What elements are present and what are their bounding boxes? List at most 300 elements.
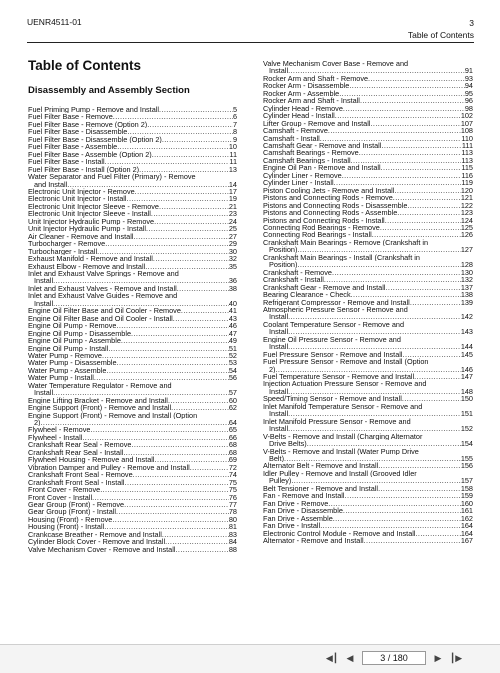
toc-entry[interactable] <box>28 151 237 158</box>
toc-entry-page: 116 <box>461 170 473 180</box>
toc-entry-page: 113 <box>461 148 473 158</box>
toc-entry-page: 64 <box>228 418 237 428</box>
toc-entry[interactable] <box>28 412 237 427</box>
toc-entry[interactable] <box>28 426 237 433</box>
dot-leader <box>53 277 229 284</box>
toc-entry-page: 102 <box>460 111 473 121</box>
toc-entry-continuation <box>263 246 473 253</box>
dot-leader <box>152 151 230 158</box>
toc-entry-title: Fuel Priming Pump - Remove and Install <box>28 106 159 114</box>
toc-entry-title-line2: 2) <box>269 365 276 374</box>
toc-entry[interactable] <box>263 149 473 156</box>
toc-entry-page: 150 <box>460 394 473 404</box>
toc-entry-title-line2: Install <box>269 410 289 418</box>
toc-entry[interactable] <box>28 352 237 359</box>
toc-entry[interactable] <box>28 106 237 113</box>
toc-entry-title: Turbocharger - Remove <box>28 240 106 248</box>
toc-entry[interactable] <box>263 291 473 298</box>
toc-entry[interactable] <box>28 315 237 322</box>
toc-entry-continuation <box>263 366 473 373</box>
toc-entry[interactable] <box>28 508 237 515</box>
toc-entry-title: Piston Cooling Jets - Remove and Install <box>263 186 395 195</box>
toc-entry[interactable] <box>263 187 473 194</box>
toc-entry[interactable] <box>263 135 473 142</box>
toc-entry-page: 65 <box>228 425 237 435</box>
dot-leader <box>133 233 228 240</box>
toc-entry-title: Rocker Arm - Assemble <box>263 89 340 98</box>
toc-entry[interactable] <box>263 351 473 358</box>
toc-entry[interactable] <box>263 224 473 231</box>
toc-entry-page: 35 <box>228 261 237 271</box>
page-indicator[interactable]: 3 / 180 <box>362 651 426 665</box>
toc-entry[interactable] <box>263 90 473 97</box>
toc-entry-page: 151 <box>460 409 473 419</box>
toc-entry[interactable] <box>263 380 473 395</box>
dot-leader <box>82 434 229 441</box>
dot-leader <box>284 455 461 462</box>
dot-leader <box>397 209 461 216</box>
toc-entry-title-line1: Valve Mechanism Cover Base - Remove and <box>263 60 409 68</box>
toc-entry-page: 152 <box>460 424 473 434</box>
toc-entry-title: Rocker Arm and Shaft - Remove <box>263 74 369 83</box>
toc-entry-title-line2: Install <box>269 343 289 351</box>
toc-entry-page: 113 <box>461 155 473 165</box>
dot-leader <box>131 441 228 448</box>
toc-entry[interactable] <box>263 179 473 186</box>
toc-entry[interactable] <box>28 523 237 530</box>
dot-leader <box>53 300 229 307</box>
dot-leader <box>133 471 229 478</box>
toc-entry-title-line2: Pulley) <box>269 477 292 485</box>
toc-entry-page: 5 <box>232 105 237 114</box>
toc-entry-title: Rocker Arm and Shaft - Install <box>263 97 360 105</box>
toc-entry[interactable] <box>263 217 473 224</box>
toc-entry-page: 8 <box>232 127 237 137</box>
toc-entry[interactable] <box>28 538 237 545</box>
toc-entry[interactable] <box>28 255 237 262</box>
toc-entry[interactable] <box>263 403 473 418</box>
toc-entry-page: 98 <box>464 103 473 113</box>
toc-entry[interactable] <box>28 486 237 493</box>
toc-entry-page: 30 <box>228 246 237 256</box>
toc-entry[interactable] <box>263 112 473 119</box>
toc-entry[interactable] <box>263 373 473 380</box>
toc-entry-page: 53 <box>228 358 237 368</box>
toc-entry-title-line1: Injection Actuation Pressure Sensor - Remove and <box>263 380 427 388</box>
toc-entry-title: Engine Support (Front) - Remove and Install <box>28 404 172 412</box>
toc-entry-page: 94 <box>464 81 473 91</box>
toc-entry[interactable] <box>28 203 237 210</box>
toc-entry[interactable] <box>28 166 237 173</box>
toc-entry-page: 23 <box>228 209 237 219</box>
toc-entry-page: 162 <box>460 513 473 523</box>
dot-leader <box>102 352 229 359</box>
toc-entry-page: 52 <box>228 350 237 360</box>
toc-entry[interactable] <box>28 195 237 202</box>
toc-entry-title: Crankshaft Gear - Remove and Install <box>263 283 386 292</box>
toc-entry[interactable] <box>28 456 237 463</box>
toc-entry[interactable] <box>263 269 473 276</box>
toc-entry[interactable] <box>263 105 473 112</box>
toc-entry[interactable] <box>28 248 237 255</box>
toc-entry-title-line2: Install <box>269 425 289 433</box>
toc-entry-title: Water Pump - Install <box>28 374 94 382</box>
toc-entry-page: 123 <box>460 208 473 218</box>
toc-entry-title-line1: Engine Support (Front) - Remove and Install (Option <box>28 411 198 420</box>
toc-entry-page: 25 <box>228 224 237 234</box>
dot-leader <box>370 120 460 127</box>
next-page-icon[interactable]: ▶ <box>434 652 442 663</box>
toc-entry-continuation <box>263 410 473 417</box>
dot-leader <box>342 172 462 179</box>
toc-entry[interactable] <box>263 164 473 171</box>
toc-entry[interactable] <box>28 173 237 188</box>
toc-entry[interactable] <box>28 136 237 143</box>
toc-entry-title: Crankshaft - Remove <box>263 268 332 277</box>
dot-leader <box>320 522 461 529</box>
toc-entry-title-line1: Fuel Pressure Sensor - Remove and Install (Option <box>263 358 429 366</box>
toc-entry[interactable] <box>263 299 473 306</box>
toc-entry[interactable] <box>263 500 473 507</box>
dot-leader <box>105 240 229 247</box>
toc-entry-title-line1: Inlet Manifold Temperature Sensor - Remove and <box>263 402 423 411</box>
toc-entry-title: Fan Drive - Assemble <box>263 514 333 523</box>
dot-leader <box>378 462 461 469</box>
toc-entry-page: 93 <box>464 73 473 83</box>
toc-entry[interactable] <box>263 157 473 164</box>
toc-entry[interactable] <box>263 75 473 82</box>
page-navigation <box>326 651 462 665</box>
toc-entry-title: Engine Lifting Bracket - Remove and Install <box>28 396 168 405</box>
toc-entry[interactable] <box>263 127 473 134</box>
dot-leader <box>385 284 460 291</box>
toc-entry-title: Housing (Front) - Install <box>28 523 105 531</box>
toc-entry[interactable] <box>28 501 237 508</box>
toc-entry[interactable] <box>28 218 237 225</box>
toc-entry-title: Fuel Filter Base - Disassemble (Option 2) <box>28 135 162 144</box>
toc-entry[interactable] <box>28 240 237 247</box>
toc-entry-title: Housing (Front) - Remove <box>28 515 113 524</box>
toc-entry-title: Unit Injector Hydraulic Pump - Install <box>28 225 147 233</box>
toc-entry-page: 81 <box>228 522 237 532</box>
toc-entry-title: Fan Drive - Disassemble <box>263 507 343 515</box>
toc-entry-page: 164 <box>460 528 473 538</box>
toc-entry[interactable] <box>263 522 473 529</box>
toc-entry-title: Refrigerant Compressor - Remove and Install <box>263 298 410 306</box>
toc-entry-page: 167 <box>460 536 473 545</box>
dot-leader <box>123 449 229 456</box>
toc-entry[interactable] <box>28 128 237 135</box>
toc-entry[interactable] <box>28 322 237 329</box>
toc-entry[interactable] <box>263 492 473 499</box>
toc-entry[interactable] <box>263 97 473 104</box>
toc-entry-page: 84 <box>228 537 237 547</box>
toc-entry[interactable] <box>263 82 473 89</box>
toc-entry-page: 83 <box>228 529 237 539</box>
toc-entry-page: 145 <box>460 349 473 359</box>
toc-entry-page: 119 <box>461 178 473 188</box>
toc-entry[interactable] <box>263 321 473 336</box>
toc-entry[interactable] <box>263 336 473 351</box>
toc-entry[interactable] <box>263 470 473 485</box>
toc-entry[interactable] <box>263 60 473 75</box>
toc-entry-page: 13 <box>228 164 237 174</box>
toc-entry[interactable] <box>28 143 237 150</box>
toc-entry-title: Fan - Remove and Install <box>263 492 345 500</box>
toc-entry[interactable] <box>263 448 473 463</box>
toc-entry[interactable] <box>28 382 237 397</box>
toc-entry-title: Fuel Filter Base - Assemble (Option 2) <box>28 150 152 159</box>
dot-leader <box>343 507 461 514</box>
toc-entry[interactable] <box>28 374 237 381</box>
toc-entry[interactable] <box>28 263 237 270</box>
toc-entry[interactable] <box>28 158 237 165</box>
toc-entry[interactable] <box>263 530 473 537</box>
dot-leader <box>92 494 229 501</box>
toc-entry-title: Cylinder Head - Install <box>263 112 335 120</box>
toc-entry-page: 80 <box>228 514 237 524</box>
dot-leader <box>104 523 229 530</box>
toc-entry-title: Cylinder Liner - Install <box>263 179 334 187</box>
toc-entry[interactable] <box>263 462 473 469</box>
toc-entry-title: Electronic Unit Injector - Install <box>28 195 127 203</box>
toc-entry[interactable] <box>263 485 473 492</box>
toc-entry[interactable] <box>28 471 237 478</box>
toc-entry[interactable] <box>263 142 473 149</box>
toc-entry[interactable] <box>263 202 473 209</box>
toc-entry-page: 120 <box>460 185 473 195</box>
toc-entry-page: 24 <box>228 216 237 226</box>
dot-leader <box>117 143 229 150</box>
toc-entry-title: Electronic Control Module - Remove and Install <box>263 529 416 537</box>
toc-entry[interactable] <box>263 231 473 238</box>
toc-entry-title: Engine Oil Filter Base and Oil Cooler - Install <box>28 314 173 323</box>
toc-entry-title: Engine Oil Pan - Remove and Install <box>263 164 381 172</box>
toc-entry-title: Camshaft Bearings - Remove <box>263 149 359 157</box>
toc-entry-title-line2: Position) <box>269 261 298 269</box>
toc-entry-page: 156 <box>460 461 473 471</box>
toc-entry-page: 7 <box>232 119 237 129</box>
toc-entry-page: 40 <box>228 298 237 308</box>
toc-entry-title: Electronic Unit Injector Sleeve - Install <box>28 210 151 218</box>
toc-entry-title: Electronic Unit Injector Sleeve - Remove <box>28 202 159 211</box>
dot-leader <box>162 531 229 538</box>
toc-entry-page: 160 <box>460 498 473 508</box>
toc-entry[interactable] <box>28 330 237 337</box>
toc-entry-title: Cylinder Liner - Remove <box>263 171 342 180</box>
toc-entry[interactable] <box>28 516 237 523</box>
toc-entry[interactable] <box>263 358 473 373</box>
toc-entry-title: Gear Group (Front) - Install <box>28 508 116 516</box>
toc-entry[interactable] <box>263 433 473 448</box>
toc-entry-page: 108 <box>460 126 473 136</box>
toc-entry[interactable] <box>263 418 473 433</box>
toc-entry-continuation <box>263 425 473 432</box>
skip-first-icon[interactable]: ◀┃ <box>325 652 339 663</box>
toc-entry-title-line1: Inlet and Exhaust Valve Springs - Remove and <box>28 269 179 278</box>
toc-entry[interactable] <box>263 120 473 127</box>
toc-entry-title-line2: Install <box>34 277 54 285</box>
toc-entry[interactable] <box>28 285 237 292</box>
toc-entry-title: Gear Group (Front) - Remove <box>28 501 125 509</box>
toc-entry-title: Crankshaft Rear Seal - Remove <box>28 441 132 449</box>
toc-entry-title-line1: Idler Pulley - Remove and Install (Grooved Idler <box>263 469 417 478</box>
toc-entry[interactable] <box>28 337 237 344</box>
toc-entry-continuation <box>28 389 237 396</box>
toc-entry[interactable] <box>28 434 237 441</box>
previous-page-icon[interactable]: ◀ <box>346 652 354 663</box>
toc-entry-page: 46 <box>228 321 237 331</box>
toc-entry[interactable] <box>28 121 237 128</box>
toc-entry-title: Speed/Timing Sensor - Remove and Install <box>263 395 402 403</box>
dot-leader <box>288 388 461 395</box>
dot-leader <box>339 90 465 97</box>
toc-entry-title: Unit Injector Hydraulic Pump - Remove <box>28 217 155 226</box>
toc-entry[interactable] <box>28 345 237 352</box>
dot-leader <box>414 373 461 380</box>
dot-leader <box>173 315 229 322</box>
dot-leader <box>380 224 461 231</box>
toc-entry[interactable] <box>28 225 237 232</box>
toc-entry-continuation <box>263 388 473 395</box>
toc-entry-title: Bearing Clearance - Check <box>263 291 351 299</box>
toc-entry-page: 138 <box>460 290 473 300</box>
toc-entry[interactable] <box>28 270 237 285</box>
toc-entry[interactable] <box>263 194 473 201</box>
toc-entry-title: Valve Mechanism Cover - Remove and Install <box>28 545 176 554</box>
toc-entry[interactable] <box>263 209 473 216</box>
toc-entry[interactable] <box>263 507 473 514</box>
toc-entry[interactable] <box>28 233 237 240</box>
toc-entry-page: 72 <box>228 462 237 472</box>
toc-entry-title: Water Pump - Assemble <box>28 366 107 375</box>
toc-entry[interactable] <box>28 479 237 486</box>
toc-entry[interactable] <box>28 359 237 366</box>
dot-leader <box>121 337 229 344</box>
dot-leader <box>416 530 461 537</box>
toc-entry-page: 127 <box>460 245 473 255</box>
toc-entry-continuation <box>28 277 237 284</box>
dot-leader <box>53 389 229 396</box>
toc-entry[interactable] <box>263 239 473 254</box>
toc-entry[interactable] <box>28 546 237 553</box>
toc-entry-page: 74 <box>228 470 237 480</box>
toc-entry[interactable] <box>28 367 237 374</box>
dot-leader <box>368 75 465 82</box>
running-title: Table of Contents <box>407 30 474 40</box>
toc-entry-title: Fuel Filter Base - Disassemble <box>28 128 128 136</box>
toc-entry-continuation <box>28 300 237 307</box>
toc-entry[interactable] <box>28 404 237 411</box>
toc-entry[interactable] <box>263 515 473 522</box>
toc-entry-page: 54 <box>228 365 237 375</box>
toc-entry-page: 128 <box>460 260 473 270</box>
toc-entry[interactable] <box>263 395 473 402</box>
toc-entry-title: Pistons and Connecting Rods - Disassemble <box>263 201 408 210</box>
toc-entry[interactable] <box>28 307 237 314</box>
dot-leader <box>112 516 229 523</box>
toc-entry[interactable] <box>263 172 473 179</box>
toc-entry-page: 47 <box>228 328 237 338</box>
dot-leader <box>100 486 229 493</box>
toc-entry[interactable] <box>263 276 473 283</box>
toc-entry[interactable] <box>28 210 237 217</box>
toc-entry-page: 60 <box>228 395 237 405</box>
toc-entry[interactable] <box>263 284 473 291</box>
toc-entry-continuation <box>263 67 473 74</box>
dot-leader <box>288 410 461 417</box>
toc-entry-continuation <box>263 343 473 350</box>
toc-entry-title-line2: Install <box>34 299 54 308</box>
toc-entry-title: Camshaft - Install <box>263 134 320 142</box>
toc-entry-title: Crankshaft Rear Seal - Install <box>28 448 124 457</box>
dot-leader <box>154 218 229 225</box>
toc-entry[interactable] <box>28 113 237 120</box>
toc-entry[interactable] <box>263 254 473 269</box>
dot-leader <box>108 345 229 352</box>
toc-entry-page: 159 <box>460 491 473 501</box>
toc-entry-title-line2: Drive Belts) <box>269 440 307 448</box>
toc-entry-title: Front Cover - Remove <box>28 486 101 494</box>
toc-entry-title: Fuel Pressure Sensor - Remove and Install <box>263 350 403 359</box>
toc-entry[interactable] <box>28 292 237 307</box>
toc-entry-page: 157 <box>460 476 473 486</box>
toc-entry-title-line1: Coolant Temperature Sensor - Remove and <box>263 320 405 329</box>
toc-entry-page: 107 <box>460 118 473 128</box>
toc-entry[interactable] <box>28 531 237 538</box>
toc-entry-title: Vibration Damper and Pulley - Remove and Install <box>28 463 190 472</box>
toc-entry[interactable] <box>28 397 237 404</box>
toc-entry-page: 27 <box>228 231 237 241</box>
toc-entry-page: 11 <box>229 149 237 159</box>
toc-entry[interactable] <box>28 449 237 456</box>
toc-entry[interactable] <box>28 441 237 448</box>
toc-entry-title: Engine Oil Pump - Assemble <box>28 337 121 345</box>
toc-entry-continuation <box>28 419 237 426</box>
dot-leader <box>171 404 229 411</box>
toc-entry-title: Pistons and Connecting Rods - Install <box>263 216 385 224</box>
toc-entry-title: Alternator - Remove and Install <box>263 537 364 545</box>
toc-entry-title-line1: Crankshaft Main Bearings - Remove (Crankshaft in <box>263 238 429 247</box>
dot-leader <box>288 328 461 335</box>
toc-entry-title: Water Pump - Disassemble <box>28 359 117 367</box>
toc-entry[interactable] <box>263 306 473 321</box>
toc-entry-title: Camshaft Gear - Remove and Install <box>263 141 382 150</box>
dot-leader <box>297 246 460 253</box>
toc-entry-title-line2: Position) <box>269 246 298 254</box>
toc-entry-title: Alternator Belt - Remove and Install <box>263 462 379 470</box>
toc-entry-page: 75 <box>228 485 237 495</box>
toc-entry[interactable] <box>28 188 237 195</box>
toc-entry-title: Cylinder Block Cover - Remove and Install <box>28 538 166 546</box>
toc-entry-title: Flywheel Housing - Remove and Install <box>28 456 155 464</box>
dot-leader <box>288 313 461 320</box>
toc-entry-continuation <box>263 477 473 484</box>
dot-leader <box>162 136 233 143</box>
toc-entry[interactable] <box>263 537 473 544</box>
dot-leader <box>159 203 229 210</box>
toc-entry[interactable] <box>28 464 237 471</box>
toc-entry-page: 43 <box>228 313 237 323</box>
toc-entry[interactable] <box>28 494 237 501</box>
dot-leader <box>349 82 465 89</box>
skip-last-icon[interactable]: ┃▶ <box>449 652 463 663</box>
page-header-right <box>408 17 474 41</box>
dot-leader <box>288 425 461 432</box>
toc-entry-title: Belt Tensioner - Remove and Install <box>263 484 379 493</box>
toc-entry-title-line1: Crankshaft Main Bearings - Install (Crankshaft in <box>263 253 420 262</box>
toc-entry-title: Exhaust Elbow - Remove and Install <box>28 262 146 270</box>
